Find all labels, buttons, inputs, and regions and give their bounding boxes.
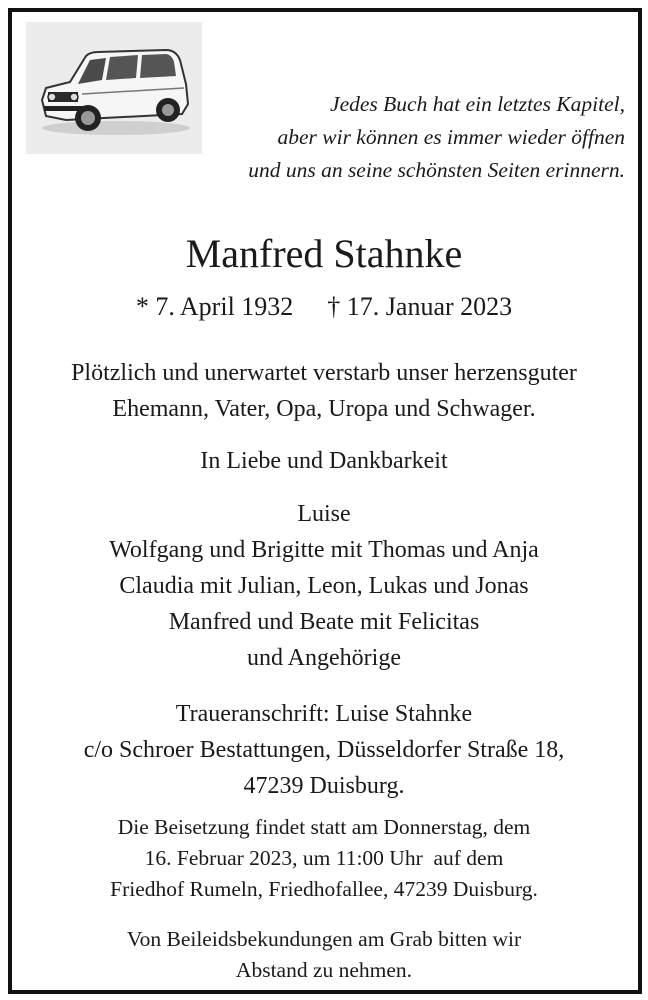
mourner-line: Manfred und Beate mit Felicitas (168, 609, 480, 635)
gratitude-text: In Liebe und Dankbarkeit (200, 448, 448, 474)
deceased-name: Manfred Stahnke (185, 231, 463, 276)
quote-line: und uns an seine schönsten Seiten erinnern. (248, 158, 625, 182)
funeral-line: Die Beisetzung findet statt am Donnerstag, dem (117, 815, 531, 839)
request-line: Abstand zu nehmen. (235, 958, 413, 982)
announcement-text (0, 355, 648, 427)
vintage-car-icon (26, 22, 202, 154)
mourner-line: Wolfgang und Brigitte mit Thomas und Anja (109, 537, 539, 563)
announcement-line: Plötzlich und unerwartet verstarb unser herzensguter (71, 360, 577, 386)
funeral-line: Friedhof Rumeln, Friedhofallee, 47239 Duisburg. (110, 877, 538, 901)
mourner-line: Luise (297, 501, 351, 527)
address-line: 47239 Duisburg. (243, 773, 405, 799)
funeral-line: 16. Februar 2023, um 11:00 Uhr auf dem (144, 846, 504, 870)
birth-date: * 7. April 1932 (135, 292, 294, 321)
memorial-quote (248, 88, 625, 187)
mourner-line: und Angehörige (247, 645, 401, 671)
address-line: c/o Schroer Bestattungen, Düsseldorfer Straße 18, (83, 737, 565, 763)
mourners-list (0, 496, 648, 676)
gratitude-line (0, 443, 648, 479)
quote-line: aber wir können es immer wieder öffnen (277, 125, 625, 149)
condolence-request (0, 924, 648, 986)
death-date: † 17. Januar 2023 (327, 292, 513, 321)
life-dates (0, 289, 648, 325)
car-illustration (26, 22, 202, 154)
mourning-address (0, 696, 648, 804)
address-line: Traueranschrift: Luise Stahnke (175, 701, 473, 727)
announcement-line: Ehemann, Vater, Opa, Uropa und Schwager. (112, 396, 536, 422)
quote-line: Jedes Buch hat ein letztes Kapitel, (330, 92, 625, 116)
request-line: Von Beileidsbekundungen am Grab bitten wir (126, 927, 522, 951)
funeral-details (0, 812, 648, 905)
mourner-line: Claudia mit Julian, Leon, Lukas und Jonas (119, 573, 529, 599)
